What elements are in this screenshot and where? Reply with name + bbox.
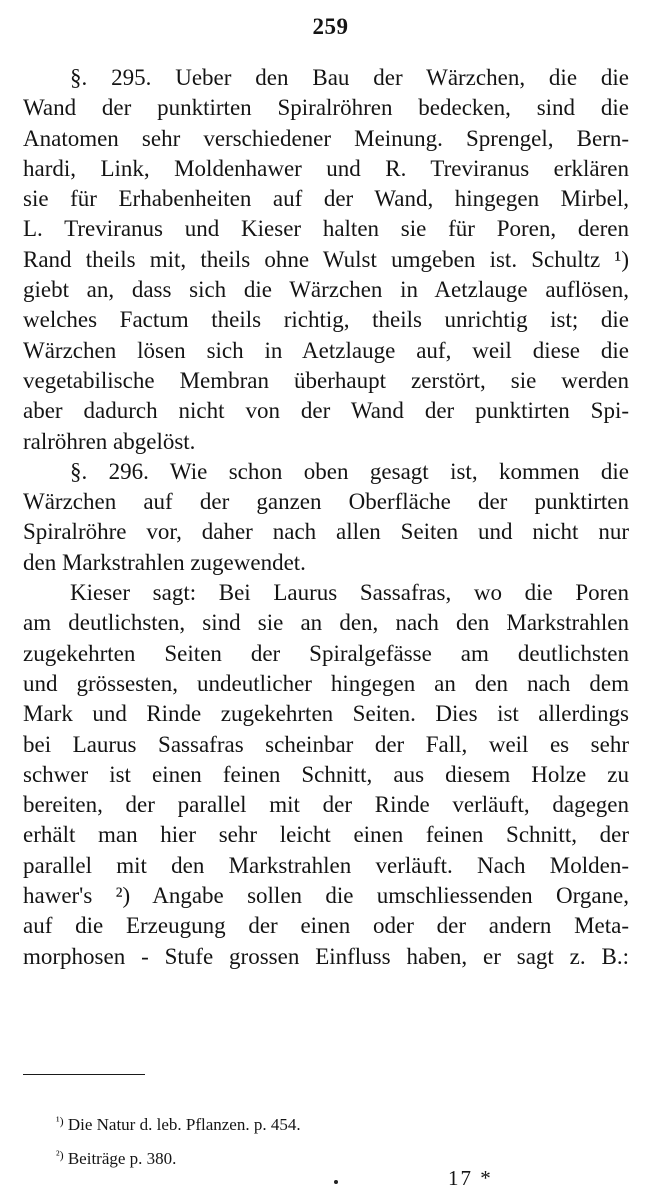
body-text [23,63,629,972]
footnote-text: Beiträge p. 380. [67,1149,177,1168]
printer-signature: 17 * [448,1166,493,1190]
text-line: Anatomen sehr verschiedener Meinung. Sprengel, Bern- [23,125,629,151]
text-line: aber dadurch nicht von der Wand der punktirten Spi- [23,398,629,424]
text-line: schwer ist einen feinen Schnitt, aus diesem Holze zu [23,761,629,787]
footnote-1 [56,1106,301,1140]
text-line: sie für Erhabenheiten auf der Wand, hingegen Mirbel, [23,186,629,212]
paragraph-295 [23,63,629,457]
text-line: Wärzchen auf der ganzen Oberfläche der punktirten [23,489,629,515]
text-line: und grössesten, undeutlicher hingegen an den nach dem [23,670,629,696]
text-line: hawer's ²) Angabe sollen die umschliessenden Organe, [23,883,629,909]
text-line: morphosen - Stufe grossen Einfluss haben, er sagt z. B.: [23,943,629,969]
paragraph-kieser [23,578,629,972]
text-line: Wärzchen lösen sich in Aetzlauge auf, weil diese die [23,337,629,363]
text-line: welches Factum theils richtig, theils unrichtig ist; die [23,307,629,333]
ink-speck [334,1180,338,1184]
text-line: Mark und Rinde zugekehrten Seiten. Dies ist allerdings [23,701,629,727]
text-line: zugekehrten Seiten der Spiralgefässe am deutlichsten [23,640,629,666]
text-line: auf die Erzeugung der einen oder der andern Meta- [23,913,629,939]
text-line: hardi, Link, Moldenhawer und R. Treviranus erklären [23,155,629,181]
footnote-text: Die Natur d. leb. Pflanzen. p. 454. [67,1115,301,1134]
text-line: giebt an, dass sich die Wärzchen in Aetzlauge auflösen, [23,277,629,303]
text-line: Kieser sagt: Bei Laurus Sassafras, wo die Poren [70,580,629,606]
text-line: bereiten, der parallel mit der Rinde verläuft, dagegen [23,792,629,818]
text-line: den Markstrahlen zugewendet. [23,549,306,575]
text-line: L. Treviranus und Kieser halten sie für Poren, deren [23,216,629,242]
text-line: §. 295. Ueber den Bau der Wärzchen, die die [70,65,629,90]
text-line: Wand der punktirten Spiralröhren bedecken, sind die [23,95,629,121]
footnote-mark: ²) [56,1148,64,1162]
text-line: erhält man hier sehr leicht einen feinen Schnitt, der [23,822,629,848]
text-line: Spiralröhre vor, daher nach allen Seiten und nicht nur [23,519,629,545]
footnote-mark: ¹) [56,1114,64,1128]
text-line: parallel mit den Markstrahlen verläuft. Nach Molden- [23,852,629,878]
page-number: 259 [312,14,349,39]
text-line: am deutlichsten, sind sie an den, nach den Markstrahlen [23,610,629,636]
paragraph-296 [23,457,629,578]
footnote-divider [23,1074,145,1075]
text-line: bei Laurus Sassafras scheinbar der Fall, weil es sehr [23,731,629,757]
footnotes [56,1106,301,1174]
text-line: Rand theils mit, theils ohne Wulst umgeben ist. Schultz ¹) [23,246,629,272]
footnote-2 [56,1140,301,1174]
text-line: vegetabilische Membran überhaupt zerstört, sie werden [23,367,629,393]
text-line: ralröhren abgelöst. [23,428,196,454]
text-line: §. 296. Wie schon oben gesagt ist, kommen die [70,458,629,484]
